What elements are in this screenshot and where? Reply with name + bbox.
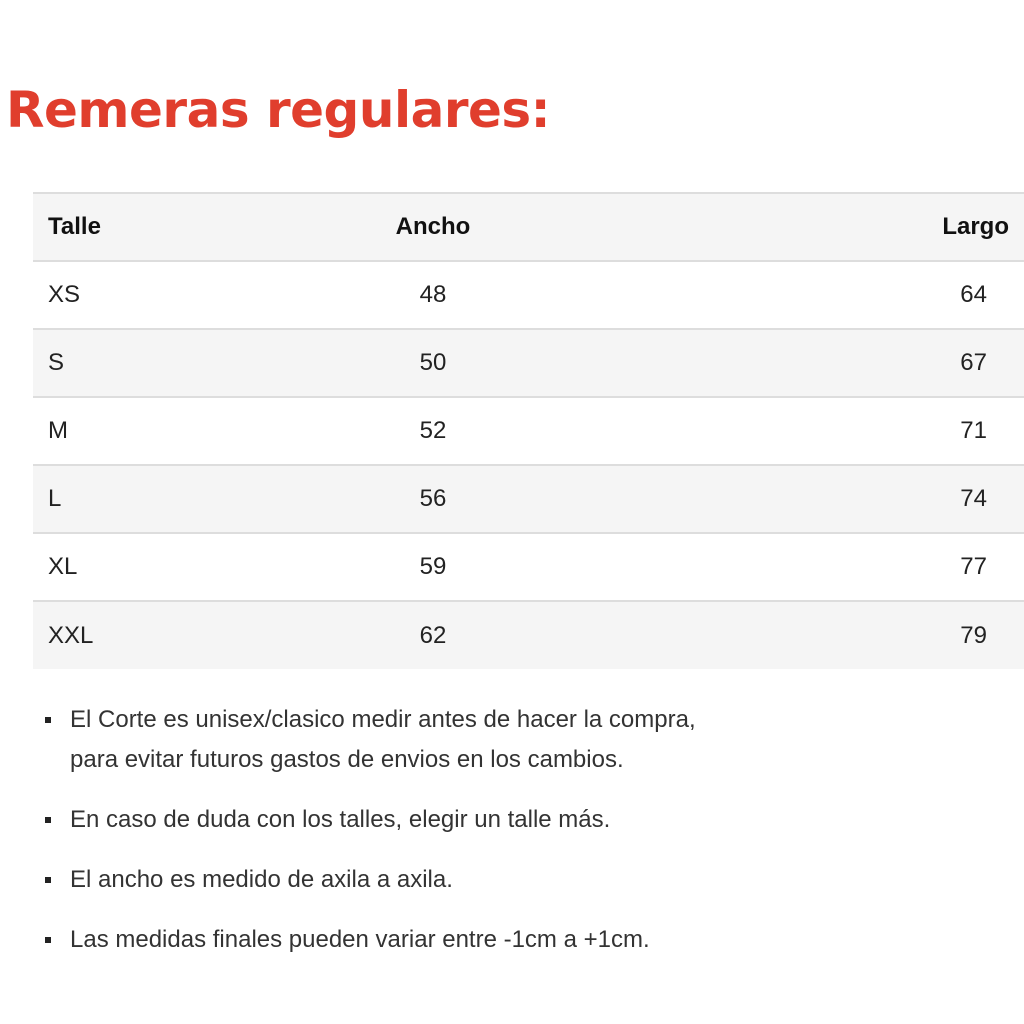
note-text: El ancho es medido de axila a axila.: [70, 866, 453, 893]
square-bullet-icon: [45, 937, 51, 943]
list-item: [40, 700, 800, 780]
column-header-talle: Talle: [48, 213, 101, 240]
note-text: El Corte es unisex/clasico medir antes de hacer la compra,: [70, 706, 696, 733]
column-header-ancho: Ancho: [395, 213, 471, 240]
cell-talle: XL: [48, 553, 78, 580]
cell-largo: 67: [960, 349, 987, 376]
column-header-largo: Largo: [942, 213, 1009, 240]
cell-talle: XS: [48, 281, 81, 308]
table-row: [33, 397, 1024, 465]
page-title: Remeras regulares:: [6, 81, 551, 139]
cell-talle: XXL: [48, 621, 94, 649]
table-row: [33, 329, 1024, 397]
table-row: [33, 465, 1024, 533]
notes-list: [40, 700, 800, 980]
square-bullet-icon: [45, 877, 51, 883]
cell-ancho: 50: [419, 349, 447, 376]
note-text-continued: para evitar futuros gastos de envios en los cambios.: [70, 746, 624, 773]
cell-ancho: 48: [419, 281, 447, 308]
cell-ancho: 52: [419, 417, 447, 444]
cell-largo: 74: [960, 485, 987, 512]
note-text: En caso de duda con los talles, elegir un talle más.: [70, 806, 611, 833]
cell-largo: 79: [960, 621, 987, 649]
cell-talle: L: [48, 485, 62, 512]
size-table: [33, 192, 1024, 669]
list-item: [40, 920, 800, 960]
cell-ancho: 59: [419, 553, 447, 580]
cell-ancho: 62: [419, 621, 447, 649]
cell-largo: 71: [960, 417, 987, 444]
note-text: Las medidas finales pueden variar entre -1cm a +1cm.: [70, 926, 650, 953]
cell-largo: 77: [960, 553, 987, 580]
list-item: [40, 800, 800, 840]
table-row: [33, 261, 1024, 329]
table-header-row: [33, 193, 1024, 261]
cell-ancho: 56: [419, 485, 447, 512]
square-bullet-icon: [45, 817, 51, 823]
list-item: [40, 860, 800, 900]
cell-largo: 64: [960, 281, 987, 308]
cell-talle: S: [48, 349, 65, 376]
square-bullet-icon: [45, 717, 51, 723]
table-row: [33, 533, 1024, 601]
table-row: [33, 601, 1024, 669]
cell-talle: M: [48, 417, 68, 444]
